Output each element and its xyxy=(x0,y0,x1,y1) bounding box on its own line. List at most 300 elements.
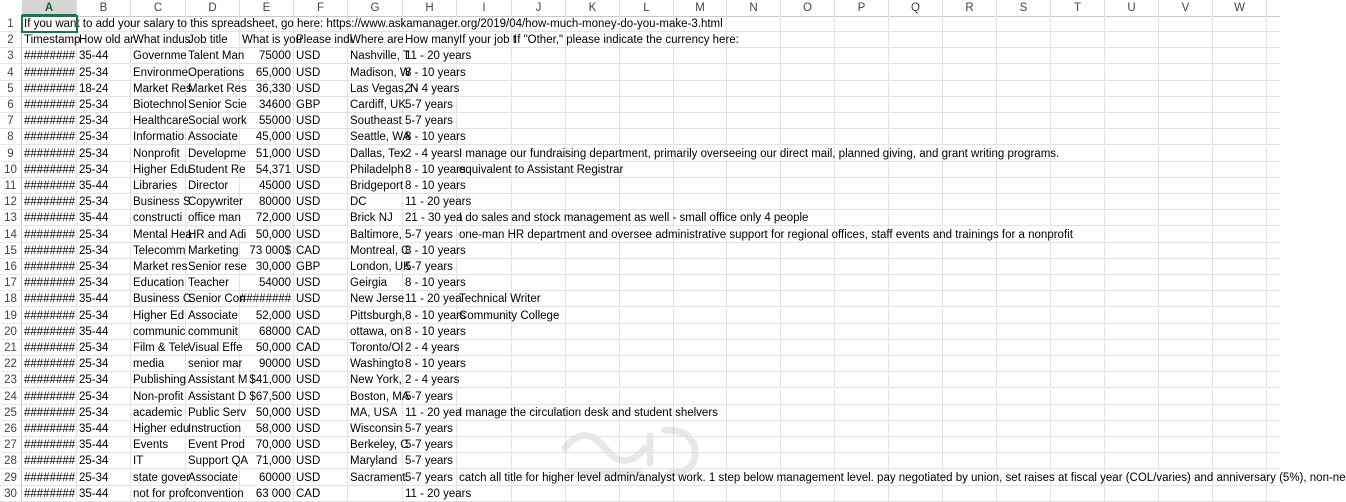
location-cell[interactable]: Bridgeport xyxy=(350,180,404,192)
currency-cell[interactable]: USD xyxy=(294,405,348,421)
header-cell[interactable]: If your job t xyxy=(459,34,516,47)
row-header-8[interactable]: 8 xyxy=(0,129,22,145)
experience-cell[interactable]: 5-7 years xyxy=(403,113,1280,129)
currency-cell[interactable]: USD xyxy=(294,129,348,145)
salary-cell[interactable]: ######## xyxy=(240,291,294,307)
currency-cell[interactable]: USD xyxy=(294,146,348,162)
currency-cell[interactable]: CAD xyxy=(294,324,348,340)
row-header-4[interactable]: 4 xyxy=(0,65,22,81)
column-header-q[interactable]: Q xyxy=(889,0,943,16)
salary-cell[interactable]: 45,000 xyxy=(240,129,294,145)
timestamp-cell[interactable]: ######## xyxy=(24,358,76,371)
timestamp-cell[interactable]: ######## xyxy=(24,374,76,387)
row-header-2[interactable]: 2 xyxy=(0,32,22,48)
age-cell[interactable]: 25-34 xyxy=(77,97,131,113)
age-cell[interactable]: 25-34 xyxy=(77,113,131,129)
location-cell[interactable]: Dallas, Tex xyxy=(350,147,407,160)
currency-cell[interactable]: USD xyxy=(294,65,348,81)
industry-cell[interactable]: Higher Edu xyxy=(133,163,191,176)
currency-cell[interactable]: USD xyxy=(294,356,348,372)
row-header-7[interactable]: 7 xyxy=(0,113,22,129)
experience-cell[interactable]: 5-7 years xyxy=(403,389,1280,405)
job-title-cell[interactable]: HR and Adi xyxy=(188,228,247,241)
industry-cell[interactable]: Telecomm xyxy=(133,244,186,257)
industry-cell[interactable]: Publishing xyxy=(133,374,187,387)
industry-cell[interactable]: Biotechnol xyxy=(133,99,187,111)
column-header-b[interactable]: B xyxy=(77,0,131,16)
industry-cell[interactable]: Education xyxy=(133,277,185,290)
location-cell[interactable]: DC xyxy=(348,194,403,210)
age-cell[interactable]: 35-44 xyxy=(77,486,131,502)
salary-cell[interactable]: 50,000 xyxy=(240,405,294,421)
location-cell[interactable]: MA, USA xyxy=(348,405,403,421)
currency-cell[interactable]: USD xyxy=(294,162,348,178)
age-cell[interactable]: 35-44 xyxy=(77,210,131,226)
job-title-cell[interactable]: Public Serv xyxy=(188,406,247,419)
industry-cell[interactable]: not for prof xyxy=(133,487,189,500)
job-title-cell[interactable]: Senior Scie xyxy=(188,99,247,111)
row-header-24[interactable]: 24 xyxy=(0,389,22,405)
table-row xyxy=(0,81,1280,97)
currency-cell[interactable]: GBP xyxy=(294,259,348,275)
age-cell[interactable]: 25-34 xyxy=(77,65,131,81)
salary-cell[interactable]: 51,000 xyxy=(240,146,294,162)
currency-cell[interactable]: USD xyxy=(294,48,348,64)
age-cell[interactable]: 35-44 xyxy=(77,178,131,194)
location-cell[interactable]: Montreal, C xyxy=(350,244,410,257)
column-header-g[interactable]: G xyxy=(348,0,403,16)
experience-cell[interactable]: 8 - 10 years xyxy=(403,65,1280,81)
timestamp-cell[interactable]: ######## xyxy=(24,261,76,273)
row-header-20[interactable]: 20 xyxy=(0,324,22,340)
industry-cell[interactable]: Informatio xyxy=(133,131,185,144)
row-header-12[interactable]: 12 xyxy=(0,194,22,210)
job-title-cell[interactable]: Support QA xyxy=(188,455,249,468)
row-header-28[interactable]: 28 xyxy=(0,453,22,469)
industry-cell[interactable]: Market res xyxy=(133,261,188,273)
column-header-c[interactable]: C xyxy=(131,0,186,16)
age-cell[interactable]: 25-34 xyxy=(77,129,131,145)
location-cell[interactable]: Pittsburgh, xyxy=(350,309,405,322)
column-header-h[interactable]: H xyxy=(403,0,457,16)
column-header-e[interactable]: E xyxy=(240,0,294,16)
row-header-17[interactable]: 17 xyxy=(0,275,22,291)
salary-cell[interactable]: 60000 xyxy=(240,470,294,486)
salary-cell[interactable]: 50,000 xyxy=(240,227,294,243)
salary-cell[interactable]: 68000 xyxy=(240,324,294,340)
timestamp-cell[interactable]: ######## xyxy=(24,66,76,79)
location-cell[interactable]: Brick NJ xyxy=(348,210,403,226)
age-cell[interactable]: 25-34 xyxy=(77,259,131,275)
table-row xyxy=(0,210,1280,226)
column-header-w[interactable]: W xyxy=(1213,0,1267,16)
location-cell[interactable]: Washingto xyxy=(350,358,404,371)
experience-cell[interactable]: 11 - 20 yea xyxy=(405,406,462,419)
column-header-j[interactable]: J xyxy=(512,0,566,16)
industry-cell[interactable]: Mental Hea xyxy=(133,228,192,241)
salary-cell[interactable]: 45000 xyxy=(240,178,294,194)
row-header-16[interactable]: 16 xyxy=(0,259,22,275)
experience-cell[interactable]: 8 - 10 years xyxy=(403,324,1280,340)
job-title-cell[interactable]: Operations xyxy=(188,66,245,79)
job-title-cell[interactable]: Social work xyxy=(188,115,247,128)
timestamp-cell[interactable]: ######## xyxy=(24,50,76,63)
experience-cell[interactable]: 8 - 10 years xyxy=(403,178,1280,194)
timestamp-cell[interactable]: ######## xyxy=(24,471,76,484)
row-header-21[interactable]: 21 xyxy=(0,340,22,356)
age-cell[interactable]: 25-34 xyxy=(77,275,131,291)
timestamp-cell[interactable]: ######## xyxy=(24,163,76,176)
location-cell[interactable]: Baltimore, xyxy=(350,228,402,241)
column-header-l[interactable]: L xyxy=(620,0,674,16)
industry-cell[interactable]: Nonprofit xyxy=(131,146,186,162)
job-title-cell[interactable]: Talent Man xyxy=(188,50,245,63)
timestamp-cell[interactable]: ######## xyxy=(24,244,76,257)
currency-cell[interactable]: GBP xyxy=(294,97,348,113)
experience-cell[interactable]: 5-7 years xyxy=(403,470,457,486)
industry-cell[interactable]: media xyxy=(131,356,186,372)
age-cell[interactable]: 25-34 xyxy=(77,243,131,259)
age-cell[interactable]: 25-34 xyxy=(77,470,131,486)
currency-cell[interactable]: CAD xyxy=(294,243,348,259)
timestamp-cell[interactable]: ######## xyxy=(24,439,76,452)
age-cell[interactable]: 25-34 xyxy=(77,453,131,469)
experience-cell[interactable]: 2 - 4 years xyxy=(403,81,1280,97)
job-context-cell[interactable]: one-man HR department and oversee administrative support for regional offices, staff events and trainings for a nonprofit xyxy=(457,227,1280,243)
job-context-cell[interactable]: catch all title for higher level admin/analyst work. 1 step below management level. pay negotiated by union, set raises at fiscal year (COL/varies) and anniversary (5%), non-ne xyxy=(459,471,1346,484)
row-header-3[interactable]: 3 xyxy=(0,48,22,64)
job-title-cell[interactable]: Developme xyxy=(188,147,247,160)
age-cell[interactable]: 25-34 xyxy=(77,389,131,405)
salary-cell[interactable]: 90000 xyxy=(240,356,294,372)
job-title-cell[interactable]: Associate xyxy=(186,470,240,486)
column-header-k[interactable]: K xyxy=(566,0,620,16)
experience-cell[interactable]: 5-7 years xyxy=(403,259,1280,275)
job-title-cell[interactable]: Marketing xyxy=(188,244,239,257)
row-header-13[interactable]: 13 xyxy=(0,210,22,226)
job-title-cell[interactable]: Teacher xyxy=(186,275,240,291)
age-cell[interactable]: 25-34 xyxy=(77,227,131,243)
timestamp-cell[interactable]: ######## xyxy=(24,228,76,241)
location-cell[interactable]: Cardiff, UK xyxy=(350,99,407,111)
salary-cell[interactable]: 30,000 xyxy=(240,259,294,275)
row-header-10[interactable]: 10 xyxy=(0,162,22,178)
row-header-14[interactable]: 14 xyxy=(0,227,22,243)
column-header-t[interactable]: T xyxy=(1051,0,1105,16)
experience-cell[interactable]: 2 - 4 years xyxy=(405,147,460,160)
currency-cell[interactable]: CAD xyxy=(294,340,348,356)
age-cell[interactable]: 25-34 xyxy=(77,162,131,178)
job-title-cell[interactable]: convention xyxy=(188,487,244,500)
header-cell[interactable]: How old ar xyxy=(79,34,134,47)
salary-cell[interactable]: 80000 xyxy=(240,194,294,210)
age-cell[interactable]: 25-34 xyxy=(77,356,131,372)
timestamp-cell[interactable]: ######## xyxy=(24,455,76,468)
location-cell[interactable] xyxy=(348,486,403,502)
column-header-n[interactable]: N xyxy=(727,0,781,16)
job-title-cell[interactable]: Student Re xyxy=(188,163,246,176)
location-cell[interactable]: Maryland xyxy=(348,453,403,469)
job-title-cell[interactable]: Market Res xyxy=(188,82,247,95)
header-cell[interactable]: What indus xyxy=(133,34,191,47)
timestamp-cell[interactable]: ######## xyxy=(24,180,76,192)
header-cell[interactable]: Where are xyxy=(350,34,404,47)
currency-cell[interactable]: USD xyxy=(294,227,348,243)
column-header-u[interactable]: U xyxy=(1105,0,1159,16)
timestamp-cell[interactable]: ######## xyxy=(24,115,76,128)
location-cell[interactable]: Las Vegas, N xyxy=(350,82,419,95)
industry-cell[interactable]: Business C xyxy=(133,293,192,306)
salary-cell[interactable]: 50,000 xyxy=(240,340,294,356)
job-context-cell[interactable]: Technical Writer xyxy=(457,291,1280,307)
job-title-cell[interactable]: Senior Con xyxy=(188,293,246,306)
industry-cell[interactable]: state gover xyxy=(133,471,190,484)
location-cell[interactable]: Seattle, WA xyxy=(350,131,411,144)
row-header-5[interactable]: 5 xyxy=(0,81,22,97)
currency-cell[interactable]: USD xyxy=(294,470,348,486)
currency-cell[interactable]: USD xyxy=(294,113,348,129)
job-title-cell[interactable]: Copywriter xyxy=(188,196,243,209)
job-context-cell[interactable]: I do sales and stock management as well - small office only 4 people xyxy=(457,210,1280,226)
location-cell[interactable]: Wisconsin xyxy=(350,423,403,435)
header-cell[interactable]: If "Other," please indicate the currency here: xyxy=(512,32,1280,48)
salary-cell[interactable]: 52,000 xyxy=(240,308,294,324)
salary-cell[interactable]: $41,000 xyxy=(240,372,294,388)
industry-cell[interactable]: IT xyxy=(131,453,186,469)
industry-cell[interactable]: communic xyxy=(133,325,186,338)
age-cell[interactable]: 35-44 xyxy=(77,48,131,64)
industry-cell[interactable]: Film & Tele xyxy=(133,342,190,354)
column-header-v[interactable]: V xyxy=(1159,0,1213,16)
column-header-o[interactable]: O xyxy=(781,0,835,16)
location-cell[interactable]: Nashville, T xyxy=(350,50,410,63)
location-cell[interactable]: London, UK xyxy=(350,261,411,273)
salary-cell[interactable]: 71,000 xyxy=(240,453,294,469)
location-cell[interactable]: Madison, W xyxy=(350,66,411,79)
row-header-27[interactable]: 27 xyxy=(0,437,22,453)
experience-cell[interactable]: 2 - 4 years xyxy=(403,340,1280,356)
experience-cell[interactable]: 8 - 10 years xyxy=(403,243,1280,259)
header-cell[interactable]: Timestamp xyxy=(24,34,81,47)
currency-cell[interactable]: USD xyxy=(294,194,348,210)
row-header-9[interactable]: 9 xyxy=(0,146,22,162)
industry-cell[interactable]: Market Res xyxy=(133,82,192,95)
job-title-cell[interactable]: Associate xyxy=(186,308,240,324)
age-cell[interactable]: 25-34 xyxy=(77,340,131,356)
job-title-cell[interactable]: Assistant M xyxy=(188,374,248,387)
currency-cell[interactable]: USD xyxy=(294,437,348,453)
column-header-p[interactable]: P xyxy=(835,0,889,16)
age-cell[interactable]: 35-44 xyxy=(77,324,131,340)
experience-cell[interactable]: 5-7 years xyxy=(403,421,1280,437)
experience-cell[interactable]: 11 - 20 years xyxy=(403,194,1280,210)
column-header-m[interactable]: M xyxy=(674,0,727,16)
salary-cell[interactable]: 54000 xyxy=(240,275,294,291)
job-title-cell[interactable]: Event Prod xyxy=(188,439,245,452)
industry-cell[interactable]: Non-profit xyxy=(131,389,186,405)
row-header-18[interactable]: 18 xyxy=(0,291,22,307)
location-cell[interactable]: ottawa, on xyxy=(350,325,404,338)
header-cell[interactable]: What is you xyxy=(242,34,303,47)
job-title-cell[interactable]: Visual Effe xyxy=(188,342,243,354)
salary-cell[interactable]: 36,330 xyxy=(240,81,294,97)
row-header-1[interactable]: 1 xyxy=(0,16,22,32)
age-cell[interactable]: 35-44 xyxy=(77,421,131,437)
timestamp-cell[interactable]: ######## xyxy=(24,82,76,95)
industry-cell[interactable]: Higher Ed xyxy=(133,309,185,322)
experience-cell[interactable]: 5-7 years xyxy=(403,453,1280,469)
industry-cell[interactable]: Business S xyxy=(133,196,191,209)
experience-cell[interactable]: 21 - 30 yea xyxy=(405,212,463,225)
job-title-cell[interactable]: Instruction xyxy=(188,423,242,435)
job-title-cell[interactable]: office man xyxy=(188,212,241,225)
experience-cell[interactable]: 5-7 years xyxy=(403,227,457,243)
experience-cell[interactable]: 11 - 20 years xyxy=(403,48,1280,64)
job-title-cell[interactable]: Senior rese xyxy=(188,261,247,273)
industry-cell[interactable]: constructi xyxy=(131,210,186,226)
salary-cell[interactable]: 55000 xyxy=(240,113,294,129)
row-header-19[interactable]: 19 xyxy=(0,308,22,324)
currency-cell[interactable]: USD xyxy=(294,372,348,388)
age-cell[interactable]: 25-34 xyxy=(77,308,131,324)
job-title-cell[interactable]: Assistant D xyxy=(188,390,247,403)
job-context-cell[interactable]: I manage the circulation desk and student shelvers xyxy=(457,405,1280,421)
location-cell[interactable]: Southeast xyxy=(350,115,402,128)
experience-cell[interactable]: 8 - 10 years xyxy=(403,275,1280,291)
experience-cell[interactable]: 5-7 years xyxy=(403,437,1280,453)
timestamp-cell[interactable]: ######## xyxy=(24,487,76,500)
age-cell[interactable]: 35-44 xyxy=(77,291,131,307)
salary-cell[interactable]: 75000 xyxy=(240,48,294,64)
timestamp-cell[interactable]: ######## xyxy=(24,196,76,209)
column-header-a[interactable]: A xyxy=(22,0,77,16)
column-header-i[interactable]: I xyxy=(457,0,512,16)
job-title-cell[interactable]: communit xyxy=(186,324,240,340)
currency-cell[interactable]: USD xyxy=(294,291,348,307)
job-context-cell[interactable]: I manage our fundraising department, primarily overseeing our direct mail, planned giving, and grant writing programs. xyxy=(457,146,1280,162)
header-cell[interactable]: How many xyxy=(405,34,460,47)
job-context-cell[interactable]: equivalent to Assistant Registrar xyxy=(457,162,1280,178)
currency-cell[interactable]: CAD xyxy=(294,486,348,502)
currency-cell[interactable]: USD xyxy=(294,308,348,324)
currency-cell[interactable]: USD xyxy=(294,275,348,291)
table-row xyxy=(0,389,1280,405)
header-cell[interactable]: Please indi xyxy=(296,34,353,47)
experience-cell[interactable]: 11 - 20 yea xyxy=(405,293,462,306)
currency-cell[interactable]: USD xyxy=(294,81,348,97)
column-header-f[interactable]: F xyxy=(294,0,348,16)
column-header-d[interactable]: D xyxy=(186,0,240,16)
timestamp-cell[interactable]: ######## xyxy=(24,423,76,435)
job-title-cell[interactable]: senior mar xyxy=(188,358,243,371)
location-cell[interactable]: Toronto/Ol xyxy=(350,342,404,354)
industry-cell[interactable]: academic xyxy=(131,405,186,421)
location-cell[interactable]: Boston, MA xyxy=(350,390,410,403)
row-header-25[interactable]: 25 xyxy=(0,405,22,421)
industry-cell[interactable]: Governme xyxy=(133,50,187,63)
active-cell-a1[interactable] xyxy=(22,16,77,32)
row-header-30[interactable]: 30 xyxy=(0,486,22,502)
experience-cell[interactable]: 11 - 20 years xyxy=(403,486,1280,502)
job-title-cell[interactable]: Associate xyxy=(186,129,240,145)
location-cell[interactable]: Geirgia xyxy=(348,275,403,291)
row-header-11[interactable]: 11 xyxy=(0,178,22,194)
currency-cell[interactable]: USD xyxy=(294,453,348,469)
location-cell[interactable]: New Jerse xyxy=(350,293,405,306)
industry-cell[interactable]: Healthcare xyxy=(133,115,189,128)
age-cell[interactable]: 25-34 xyxy=(77,194,131,210)
timestamp-cell[interactable]: ######## xyxy=(24,309,76,322)
experience-cell[interactable]: 8 - 10 years xyxy=(405,309,466,322)
salary-cell[interactable]: 54,371 xyxy=(240,162,294,178)
salary-cell[interactable]: 34600 xyxy=(240,97,294,113)
column-header-s[interactable]: S xyxy=(997,0,1051,16)
age-cell[interactable]: 35-44 xyxy=(77,437,131,453)
row-header-29[interactable]: 29 xyxy=(0,470,22,486)
industry-cell[interactable]: Environme xyxy=(133,66,188,79)
salary-cell[interactable]: 72,000 xyxy=(240,210,294,226)
age-cell[interactable]: 25-34 xyxy=(77,372,131,388)
timestamp-cell[interactable]: ######## xyxy=(24,406,76,419)
experience-cell[interactable]: 8 - 10 years xyxy=(405,163,466,176)
row-header-6[interactable]: 6 xyxy=(0,97,22,113)
age-cell[interactable]: 18-24 xyxy=(77,81,131,97)
industry-cell[interactable]: Events xyxy=(131,437,186,453)
experience-cell[interactable]: 5-7 years xyxy=(403,97,1280,113)
salary-cell[interactable]: 73 000$ xyxy=(240,243,294,259)
instruction-text[interactable]: If you want to add your salary to this spreadsheet, go here: https://www.askamanager.org/2019/04/how-much-money-do-you-make-3.html xyxy=(22,16,1280,32)
experience-cell[interactable]: 2 - 4 years xyxy=(403,372,1280,388)
job-title-cell[interactable]: Director xyxy=(186,178,240,194)
timestamp-cell[interactable]: ######## xyxy=(24,99,76,111)
age-cell[interactable]: 25-34 xyxy=(77,405,131,421)
column-header-r[interactable]: R xyxy=(943,0,997,16)
experience-cell[interactable]: 8 - 10 years xyxy=(403,129,1280,145)
row-header-22[interactable]: 22 xyxy=(0,356,22,372)
location-cell[interactable]: Sacrament xyxy=(350,471,406,484)
location-cell[interactable]: New York, xyxy=(350,374,402,387)
salary-cell[interactable]: 63 000 xyxy=(240,486,294,502)
currency-cell[interactable]: USD xyxy=(294,210,348,226)
currency-cell[interactable]: USD xyxy=(294,389,348,405)
row-header-15[interactable]: 15 xyxy=(0,243,22,259)
experience-cell[interactable]: 8 - 10 years xyxy=(403,356,1280,372)
timestamp-cell[interactable]: ######## xyxy=(24,147,76,160)
row-header-26[interactable]: 26 xyxy=(0,421,22,437)
age-cell[interactable]: 25-34 xyxy=(77,146,131,162)
job-context-cell[interactable]: Community College xyxy=(457,308,1280,324)
timestamp-cell[interactable]: ######## xyxy=(24,293,76,306)
timestamp-cell[interactable]: ######## xyxy=(24,212,76,225)
industry-cell[interactable]: Libraries xyxy=(131,178,186,194)
salary-cell[interactable]: 65,000 xyxy=(240,65,294,81)
location-cell[interactable]: Philadelph xyxy=(350,163,404,176)
timestamp-cell[interactable]: ######## xyxy=(24,390,76,403)
timestamp-cell[interactable]: ######## xyxy=(24,325,76,338)
salary-cell[interactable]: 70,000 xyxy=(240,437,294,453)
timestamp-cell[interactable]: ######## xyxy=(24,131,76,144)
location-cell[interactable]: Berkeley, C xyxy=(350,439,409,452)
timestamp-cell[interactable]: ######## xyxy=(24,342,76,354)
industry-cell[interactable]: Higher edu xyxy=(133,423,190,435)
timestamp-cell[interactable]: ######## xyxy=(24,277,76,290)
row-header-23[interactable]: 23 xyxy=(0,372,22,388)
currency-cell[interactable]: USD xyxy=(294,178,348,194)
salary-cell[interactable]: $67,500 xyxy=(240,389,294,405)
header-cell[interactable]: Job title xyxy=(186,32,240,48)
salary-cell[interactable]: 58,000 xyxy=(240,421,294,437)
currency-cell[interactable]: USD xyxy=(294,421,348,437)
